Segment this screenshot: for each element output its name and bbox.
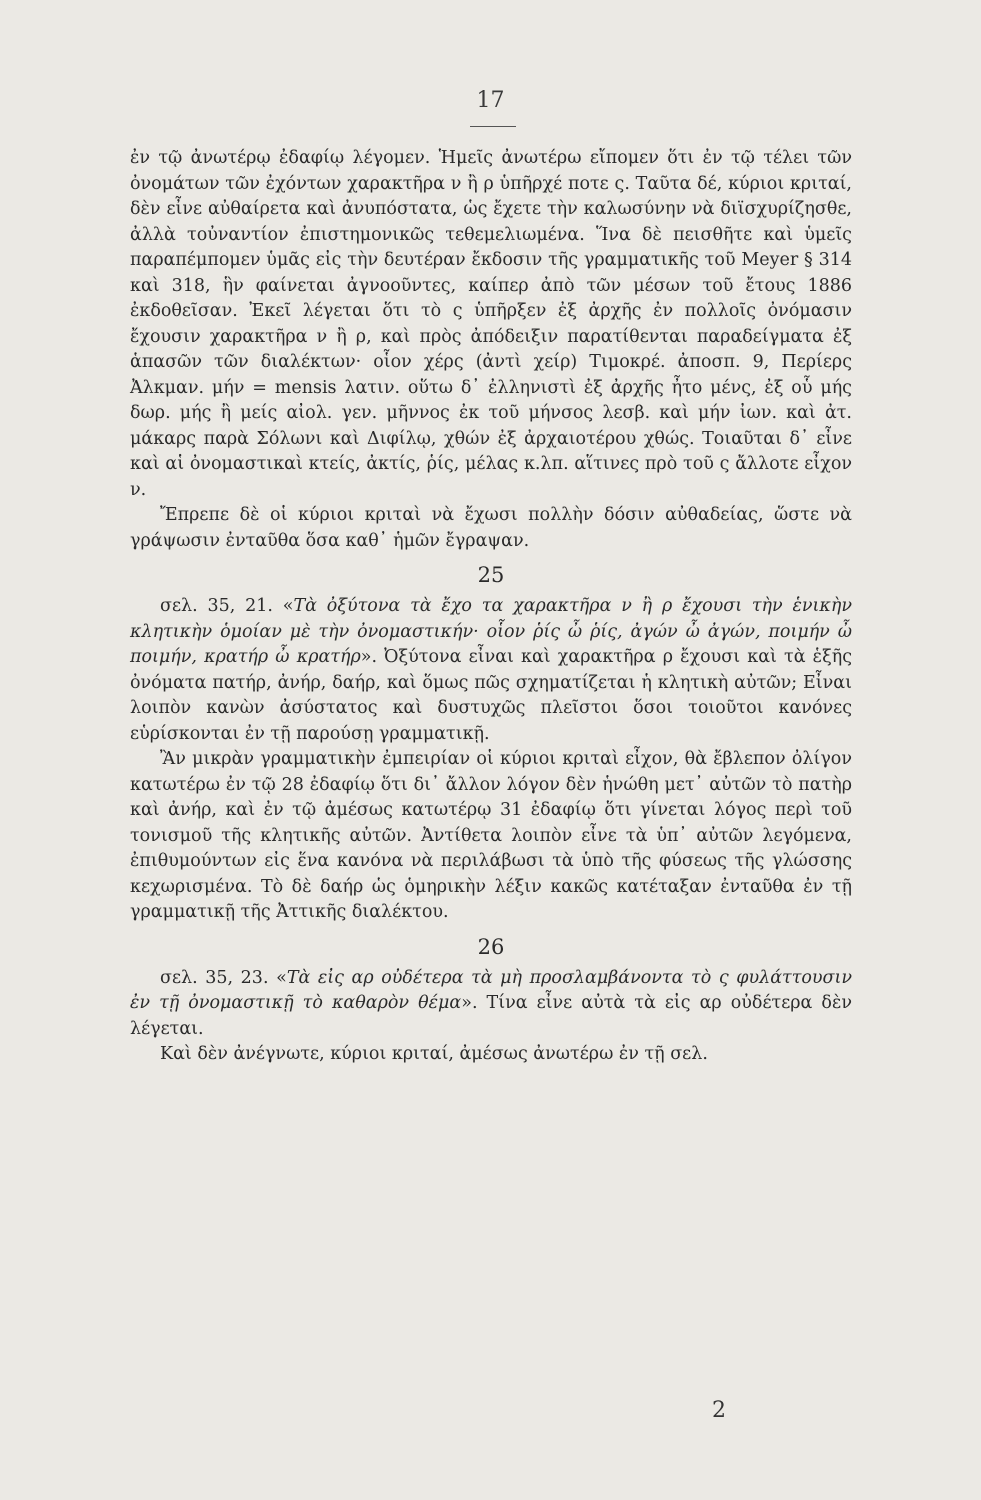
paragraph: Ἂν μικρὰν γραμματικὴν ἐμπειρίαν οἱ κύριοι κριταὶ εἶχον, θὰ ἔβλεπον ὀλίγον κατωτέρω ἐν τῷ 28 ἐδαφίῳ ὅτι δι᾽ ἄλλον λόγον δὲν ἡνώθη μετ᾽ αὐτῶν τὸ πατὴρ καὶ ἀνήρ, καὶ ἐν τῷ ἀμέσως κατωτέρῳ 31 ἐδαφίῳ ὅτι γίνεται λόγος περὶ τοῦ τονισμοῦ τῆς κλητικῆς αὐτῶν. Ἀντίθετα λοιπὸν εἶνε τὰ ὑπ᾽ αὐτῶν λεγόμενα, ἐπιθυμούντων εἰς ἕνα κανόνα νὰ περιλάβωσι τὰ ὑπὸ τῆς φύσεως τῆς γλώσσης κεχωρισμένα. Τὸ δὲ δαήρ ὡς ὁμηρικὴν λέξιν κακῶς κατέταξαν ἐνταῦθα ἐν τῇ γραμματικῇ τῆς Ἀττικῆς διαλέκτου. bbox=[130, 749, 852, 922]
commentary: ». Τίνα εἶνε αὐτὰ τὰ εἰς αρ οὐδέτερα δὲν λέγεται. bbox=[130, 993, 852, 1039]
body-text bbox=[130, 146, 852, 1068]
page-reference: σελ. 35, 21. « bbox=[160, 596, 294, 616]
commentary: ». Ὀξύτονα εἶναι καὶ χαρακτῆρα ρ ἔχουσι καὶ τὰ ἑξῆς ὀνόματα πατήρ, ἀνήρ, δαήρ, καὶ ὅμως πῶς σχηματίζεται ἡ κλητικὴ αὐτῶν; Εἶναι λοιπὸν κανὼν ἀσύστατος καὶ δυστυχῶς πλεῖστοι ὅσοι τοιοῦτοι κανόνες εὑρίσκονται ἐν τῇ παρούσῃ γραμματικῇ. bbox=[130, 647, 852, 744]
section-26-paragraph bbox=[130, 966, 852, 1043]
header-rule bbox=[470, 126, 516, 127]
section-number-25: 25 bbox=[477, 563, 505, 587]
signature-mark: 2 bbox=[712, 1398, 726, 1423]
page-number: 17 bbox=[476, 88, 505, 113]
quotation: Τὰ ὀξύτονα τὰ ἔχο τα χαρακτῆρα ν ἢ ρ ἔχουσι τὴν ἑνικὴν κλητικὴν ὁμοίαν μὲ τὴν ὀνομαστικήν· οἷον ῥίς ὦ ῥίς, ἀγών ὦ ἀγών, ποιμήν ὦ ποιμήν, κρατήρ ὦ κρατήρ bbox=[130, 596, 852, 667]
quotation: Τὰ εἰς αρ οὐδέτερα τὰ μὴ προσλαμβάνοντα τὸ ς φυλάττουσιν ἐν τῇ ὀνομαστικῇ τὸ καθαρὸν θέμα bbox=[130, 967, 852, 1013]
section-number-26: 26 bbox=[477, 934, 505, 959]
paragraph: Καὶ δὲν ἀνέγνωτε, κύριοι κριταί, ἀμέσως ἀνωτέρω ἐν τῇ σελ. bbox=[160, 1044, 708, 1064]
paragraph: Ἔπρεπε δὲ οἱ κύριοι κριταὶ νὰ ἔχωσι πολλὴν δόσιν αὐθαδείας, ὥστε νὰ γράψωσιν ἐνταῦθα ὅσα καθ᾽ ἡμῶν ἔγραψαν. bbox=[130, 505, 852, 551]
paragraph: ἐν τῷ ἀνωτέρῳ ἐδαφίῳ λέγομεν. Ἡμεῖς ἀνωτέρω εἴπομεν ὅτι ἐν τῷ τέλει τῶν ὀνομάτων τῶν ἐχόντων χαρακτῆρα ν ἢ ρ ὑπῆρχέ ποτε ς. Ταῦτα δέ, κύριοι κριταί, δὲν εἶνε αὐθαίρετα καὶ ἀνυπόστατα, ὡς ἔχετε τὴν καλωσύνην νὰ διϊσχυρίζησθε, ἀλλὰ τοὐναντίον ἐπιστημονικῶς τεθεμελιωμένα. Ἵνα δὲ πεισθῆτε καὶ ὑμεῖς παραπέμπομεν ὑμᾶς εἰς τὴν δευτέραν ἔκδοσιν τῆς γραμματικῆς τοῦ Meyer § 314 καὶ 318, ἣν φαίνεται ἀγνοοῦντες, καίπερ ἀπὸ τῶν μέσων τοῦ ἔτους 1886 ἐκδοθεῖσαν. Ἐκεῖ λέγεται ὅτι τὸ ς ὑπῆρξεν ἐξ ἀρχῆς ἐν πολλοῖς ὀνόμασιν ἔχουσιν χαρακτῆρα ν ἢ ρ, καὶ πρὸς ἀπόδειξιν παρατίθενται παραδείγματα ἐξ ἁπασῶν τῶν διαλέκτων· οἷον χέρς (ἀντὶ χείρ) Τιμοκρέ. ἀποσπ. 9, Περίερς Ἀλκμαν. μήν = mensis λατιν. οὕτω δ᾽ ἐλληνιστὶ ἐξ ἀρχῆς ἦτο μένς, ἐξ οὗ μής δωρ. μής ἢ μείς αἰολ. γεν. μῆννος ἐκ τοῦ μήνσος λεσβ. καὶ μήν ἰων. καὶ ἀτ. μάκαρς παρὰ Σόλωνι καὶ Διφίλῳ, χθών ἐξ ἀρχαιοτέρου χθώς. Τοιαῦται δ᾽ εἶνε καὶ αἱ ὀνομαστικαὶ κτείς, ἀκτίς, ῥίς, μέλας κ.λπ. αἵτινες πρὸ τοῦ ς ἄλλοτε εἶχον ν. bbox=[130, 148, 852, 500]
section-25-paragraph bbox=[130, 594, 852, 747]
page-reference: σελ. 35, 23. « bbox=[160, 967, 287, 988]
